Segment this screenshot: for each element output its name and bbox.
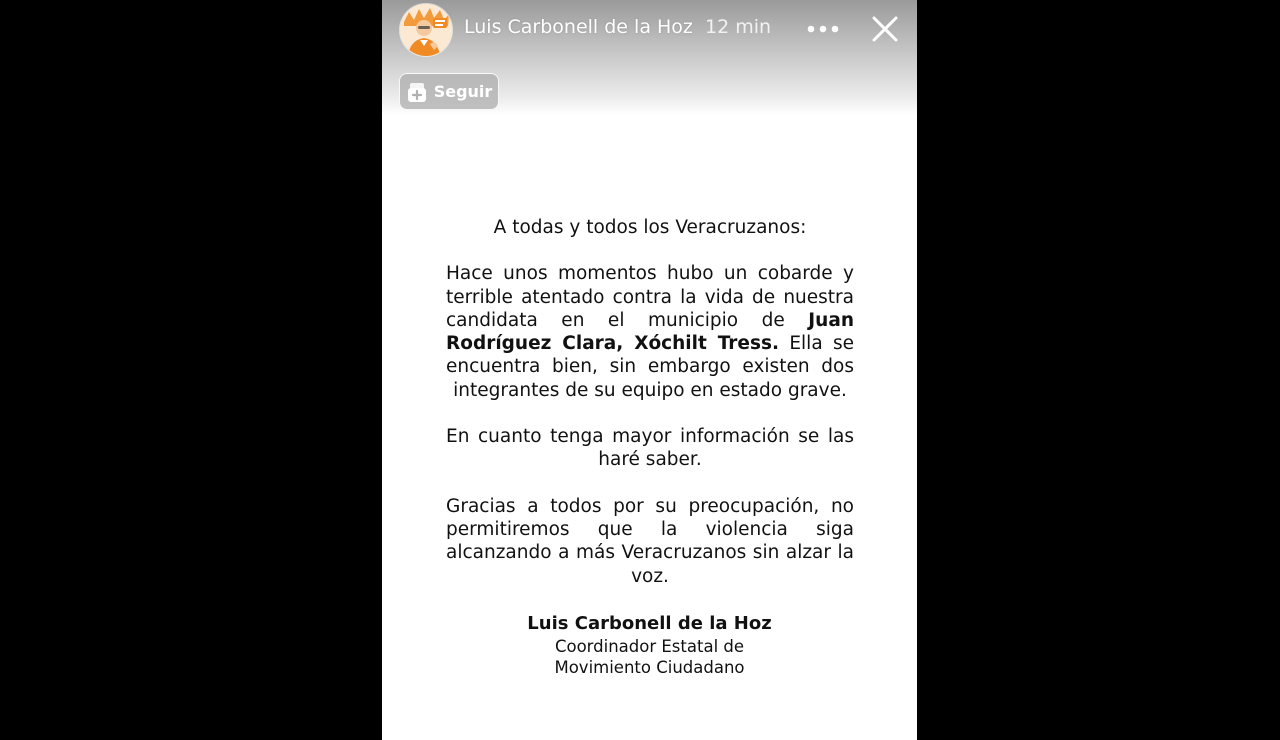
avatar[interactable]: [400, 4, 452, 56]
letter-signature: [382, 612, 917, 678]
follow-button-label: Seguir: [433, 82, 493, 101]
story-timestamp: 12 min: [705, 16, 772, 38]
letter-body: [446, 216, 854, 588]
letter-emphasis: Juan Rodríguez Clara, Xóchilt Tress.: [446, 309, 854, 355]
letter-paragraph-1: Hace unos momentos hubo un cobarde y terrible atentado contra la vida de nuestra candidata en el municipio de Juan Rodríguez Clara, Xóchilt Tress. Ella se encuentra bien, sin embargo existen dos integrantes de su equipo en estado grave.: [446, 263, 854, 401]
story-username[interactable]: Luis Carbonell de la Hoz: [464, 16, 693, 38]
story-card: [382, 0, 917, 740]
avatar-illustration-icon: [400, 4, 452, 56]
signature-title-line2: Movimiento Ciudadano: [554, 658, 745, 677]
close-button[interactable]: [870, 14, 900, 44]
letter-paragraph-3: Gracias a todos por su preocupación, no permitiremos que la violencia siga alcanzando a más Veracruzanos sin alzar la voz.: [446, 495, 854, 587]
signature-name: Luis Carbonell de la Hoz: [527, 613, 772, 634]
close-icon: [872, 16, 898, 42]
signature-title-line1: Coordinador Estatal de: [554, 637, 745, 656]
letter-greeting: A todas y todos los Veracruzanos:: [493, 217, 807, 238]
more-options-button[interactable]: [806, 14, 840, 44]
follow-icon: [406, 81, 428, 103]
follow-button[interactable]: [399, 73, 499, 110]
letter-paragraph-2: En cuanto tenga mayor información se las haré saber.: [446, 426, 854, 471]
more-horizontal-icon: [807, 25, 839, 33]
